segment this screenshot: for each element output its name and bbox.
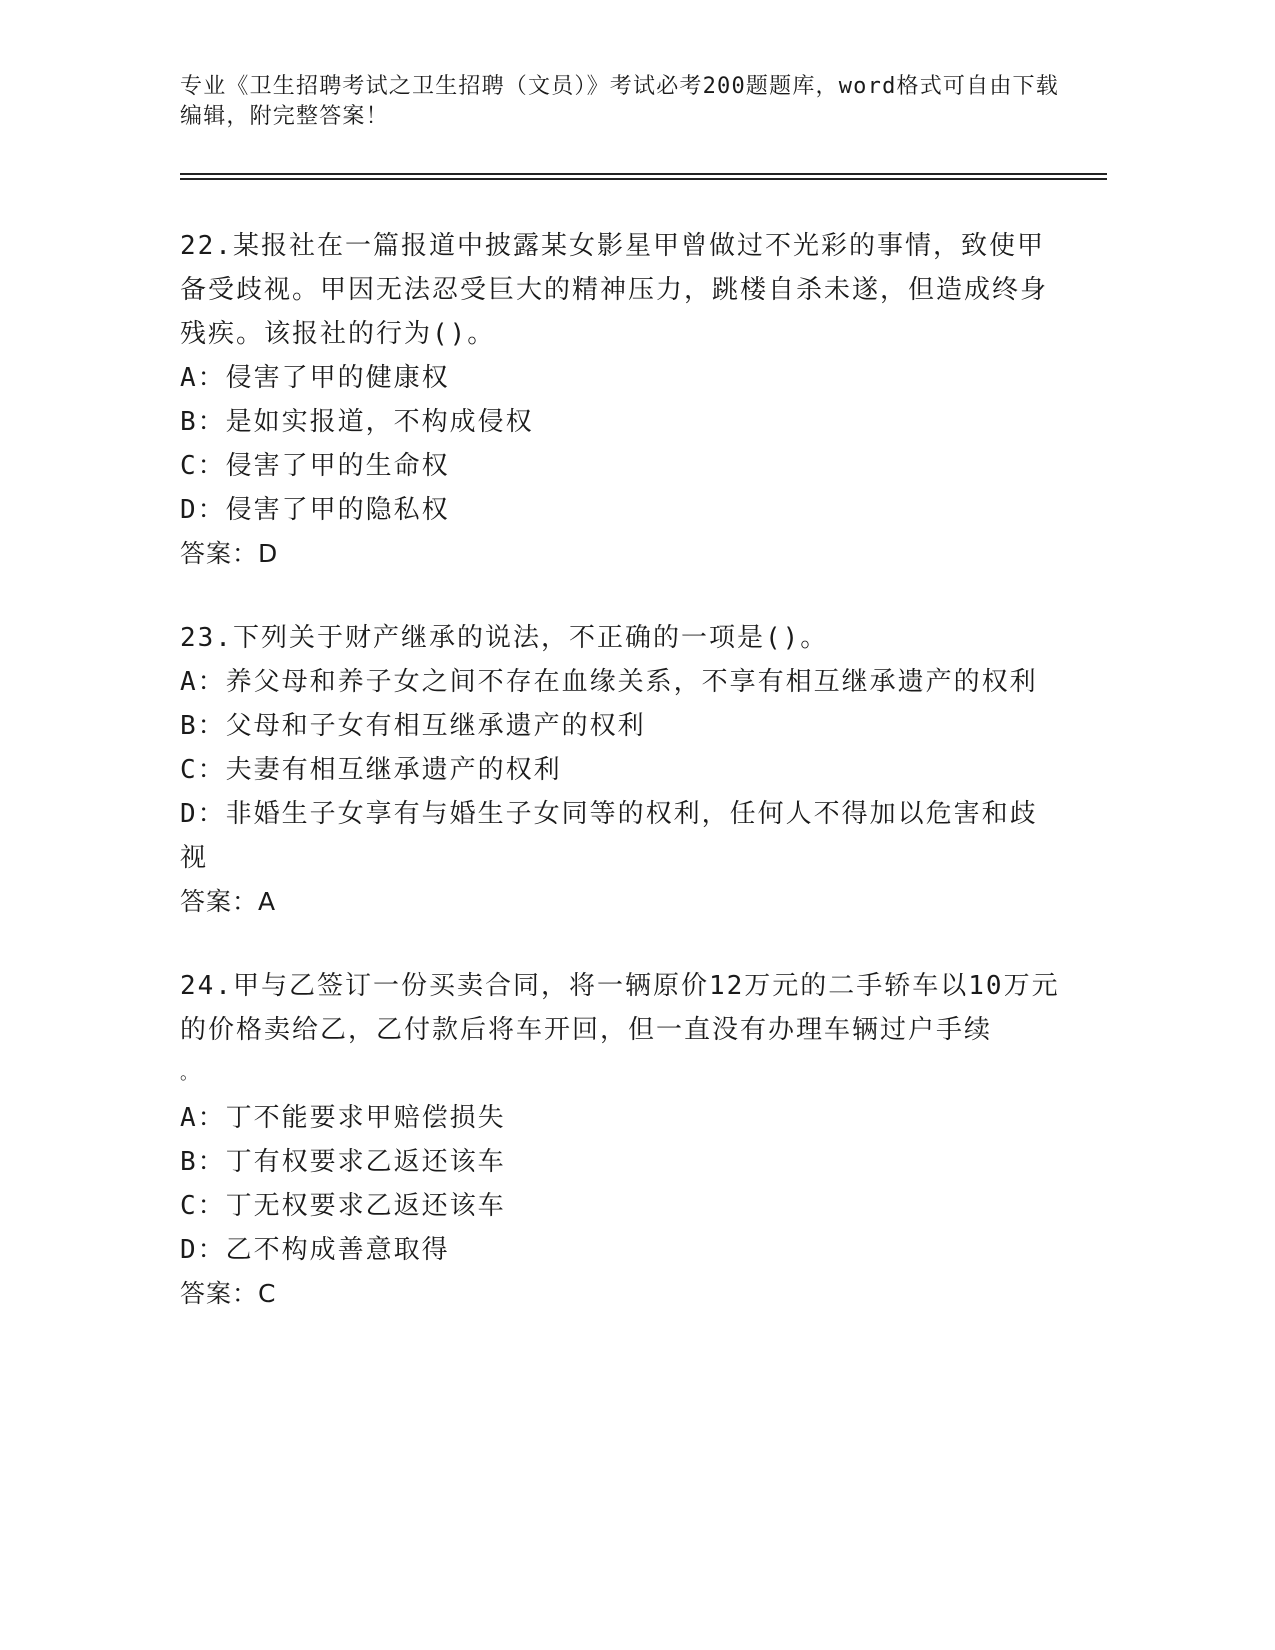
document-header xyxy=(180,72,1060,132)
option-d: D：非婚生子女享有与婚生子女同等的权利，任何人不得加以危害和歧视 xyxy=(180,799,1038,873)
option-a: A：养父母和养子女之间不存在血缘关系，不享有相互继承遗产的权利 xyxy=(180,667,1038,697)
answer: 答案：D xyxy=(180,539,279,568)
question-23 xyxy=(180,616,1060,924)
question-stem: 22.某报社在一篇报道中披露某女影星甲曾做过不光彩的事情，致使甲备受歧视。甲因无法忍受巨大的精神压力，跳楼自杀未遂，但造成终身残疾。该报社的行为()。 xyxy=(180,231,1049,349)
option-c: C：丁无权要求乙返还该车 xyxy=(180,1191,506,1221)
header-text: 专业《卫生招聘考试之卫生招聘（文员）》考试必考200题题库，word格式可自由下载编辑，附完整答案！ xyxy=(180,74,1059,129)
option-d: D：乙不构成善意取得 xyxy=(180,1235,450,1265)
option-b: B：父母和子女有相互继承遗产的权利 xyxy=(180,711,646,741)
question-stem-tail: 。 xyxy=(180,1063,200,1084)
question-stem: 24.甲与乙签订一份买卖合同，将一辆原价12万元的二手轿车以10万元的价格卖给乙，乙付款后将车开回，但一直没有办理车辆过户手续 xyxy=(180,971,1060,1045)
option-d: D：侵害了甲的隐私权 xyxy=(180,495,450,525)
option-b: B：丁有权要求乙返还该车 xyxy=(180,1147,506,1177)
question-22 xyxy=(180,224,1060,576)
option-c: C：侵害了甲的生命权 xyxy=(180,451,450,481)
question-stem: 23.下列关于财产继承的说法，不正确的一项是()。 xyxy=(180,623,829,653)
option-a: A：侵害了甲的健康权 xyxy=(180,363,450,393)
question-24 xyxy=(180,964,1060,1316)
option-b: B：是如实报道，不构成侵权 xyxy=(180,407,534,437)
answer: 答案：A xyxy=(180,887,277,916)
option-c: C：夫妻有相互继承遗产的权利 xyxy=(180,755,562,785)
header-divider-bottom xyxy=(180,178,1107,180)
option-a: A：丁不能要求甲赔偿损失 xyxy=(180,1103,506,1133)
answer: 答案：C xyxy=(180,1279,277,1308)
header-divider-top xyxy=(180,173,1107,175)
